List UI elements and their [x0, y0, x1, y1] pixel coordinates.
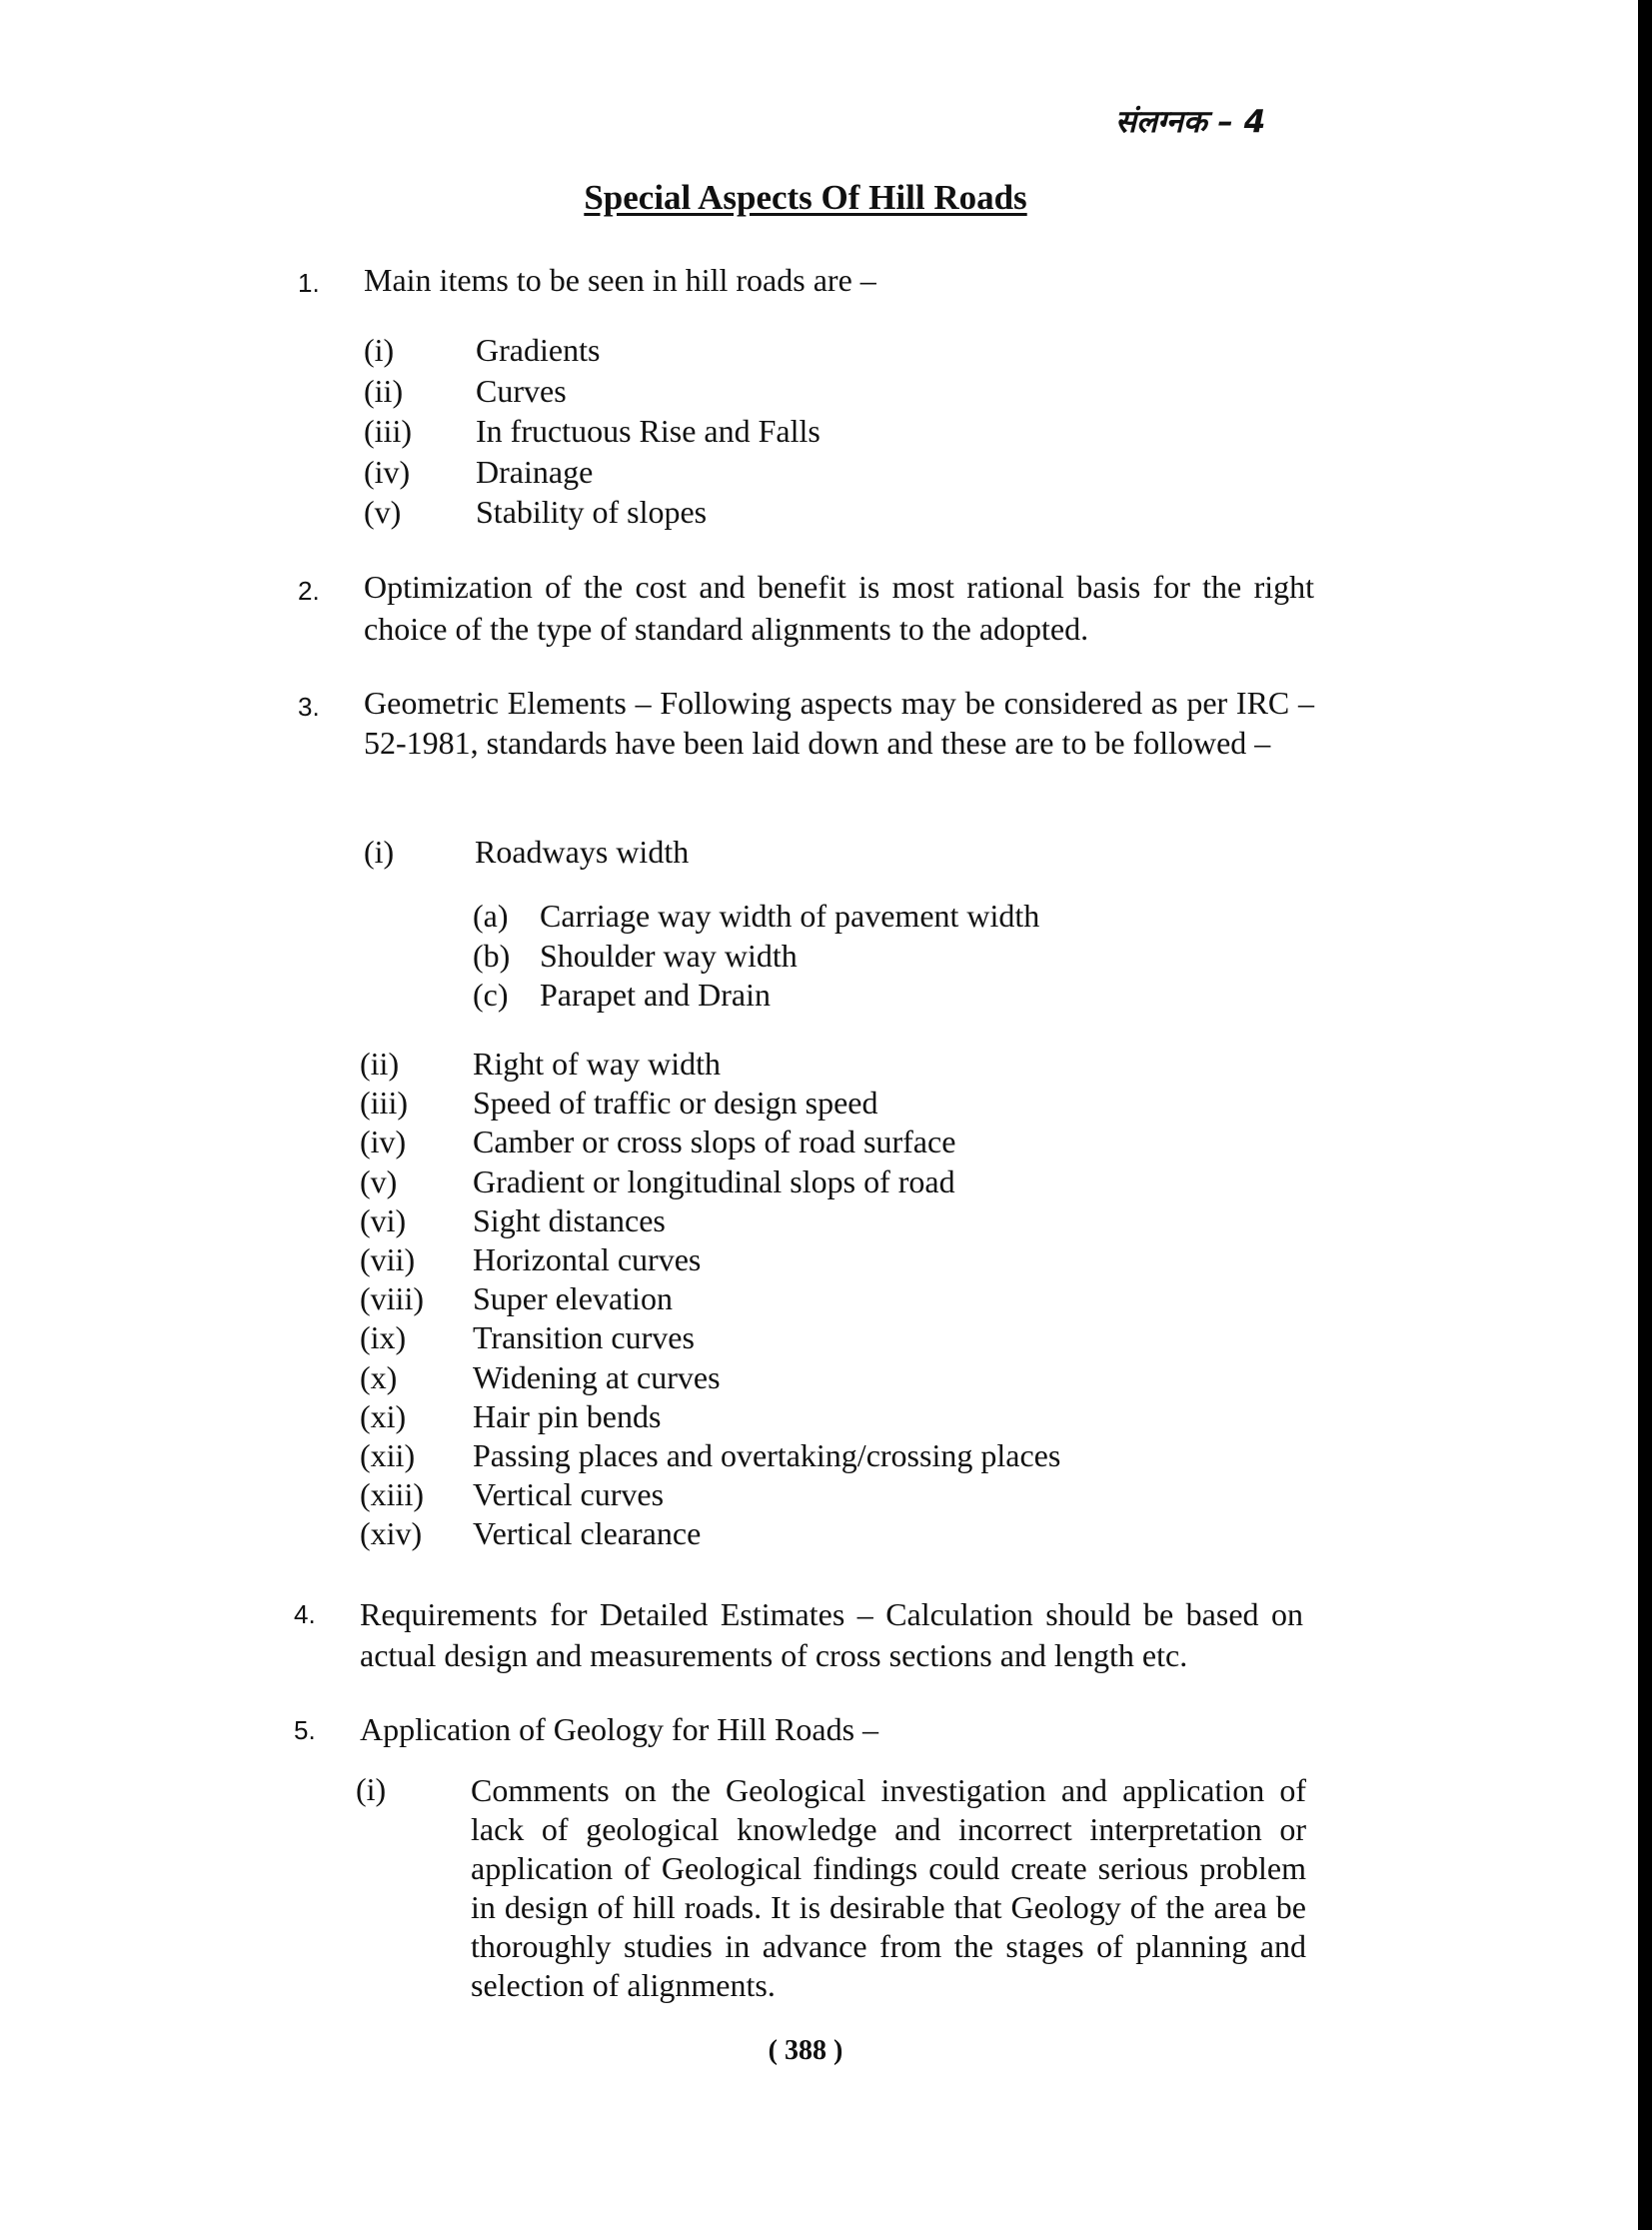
list-item — [360, 1241, 1060, 1280]
list-marker: (x) — [360, 1358, 398, 1395]
section-2-text: Optimization of the cost and benefit is most rational basis for the right choice of the type of standard alignments to the adopted. — [364, 569, 1314, 647]
page-edge-border — [1638, 0, 1652, 2230]
section-3-list — [360, 1046, 1060, 1554]
sublist-item — [473, 938, 1039, 978]
list-item-text: In fructuous Rise and Falls — [476, 413, 821, 449]
list-item-text: Drainage — [476, 453, 594, 490]
list-item-text: Transition curves — [473, 1319, 695, 1356]
list-item — [360, 1476, 1060, 1515]
list-item — [360, 1123, 1060, 1162]
section-3-number: 3. — [298, 692, 320, 722]
sublist-item — [473, 977, 1039, 1017]
list-marker: (ix) — [360, 1319, 407, 1356]
annexure-label: संलग्नक – 4 — [1115, 104, 1266, 140]
list-item-text: Gradients — [476, 332, 601, 368]
list-marker: (i) — [364, 332, 395, 368]
list-marker: (i) — [364, 834, 395, 870]
list-item-text: Vertical clearance — [473, 1515, 702, 1552]
list-marker: (ii) — [360, 1046, 400, 1082]
list-item — [360, 1398, 1060, 1437]
list-item-text: Camber or cross slops of road surface — [473, 1123, 956, 1160]
list-item-text: Hair pin bends — [473, 1397, 662, 1434]
list-item — [364, 373, 821, 414]
list-item-text: Horizontal curves — [473, 1240, 702, 1277]
list-item-text: Vertical curves — [473, 1476, 665, 1513]
list-item — [360, 1163, 1060, 1202]
list-item — [364, 332, 821, 373]
list-item-text: Parapet and Drain — [540, 977, 772, 1013]
list-item-text: Passing places and overtaking/crossing places — [473, 1436, 1061, 1473]
list-marker: (xiv) — [360, 1515, 423, 1552]
list-item-text: Right of way width — [473, 1046, 721, 1082]
section-1-text: Main items to be seen in hill roads are – — [364, 262, 876, 298]
list-item-text: Gradient or longitudinal slops of road — [473, 1162, 955, 1199]
page-title: Special Aspects Of Hill Roads — [584, 178, 1027, 217]
section-5-text: Application of Geology for Hill Roads – — [360, 1711, 879, 1747]
page-number: ( 388 ) — [768, 2035, 843, 2066]
list-marker: (v) — [360, 1162, 398, 1199]
list-item — [360, 1202, 1060, 1241]
section-5-item-i-text: Comments on the Geological investigation and application of lack of geological knowledge and incorrect interpretation or application of Geological findings could create serious problem in design of hill roads. It is desirable that Geology of the area be thoroughly studies in advance from the stages of planning and selection of alignments. — [471, 1772, 1306, 2003]
section-1-number: 1. — [298, 268, 320, 298]
list-item-text: Roadways width — [475, 834, 690, 870]
list-marker: (iv) — [364, 453, 411, 490]
list-item-text: Stability of slopes — [476, 494, 708, 530]
list-item-text: Speed of traffic or design speed — [473, 1085, 878, 1121]
list-item-text: Curves — [476, 372, 567, 409]
list-item — [360, 1515, 1060, 1554]
list-item — [360, 1359, 1060, 1398]
list-marker: (c) — [473, 977, 509, 1013]
list-item — [364, 413, 821, 454]
section-3-item-i — [364, 834, 689, 871]
section-1-list — [364, 332, 821, 535]
section-2-number: 2. — [298, 576, 320, 606]
section-5-number: 5. — [294, 1715, 316, 1745]
list-marker: (iv) — [360, 1123, 407, 1160]
list-marker: (xii) — [360, 1436, 416, 1473]
list-marker: (a) — [473, 898, 509, 934]
list-item-text: Shoulder way width — [540, 937, 798, 974]
list-item-text: Sight distances — [473, 1201, 666, 1238]
section-4-text: Requirements for Detailed Estimates – Calculation should be based on actual design and measurements of cross sections and length etc. — [360, 1596, 1303, 1673]
list-marker: (iii) — [364, 413, 412, 449]
section-3-sublist — [473, 898, 1039, 1017]
list-marker: (vi) — [360, 1201, 407, 1238]
list-marker: (v) — [364, 494, 402, 530]
list-marker: (iii) — [360, 1085, 408, 1121]
list-marker: (xiii) — [360, 1476, 424, 1513]
list-item-text: Super elevation — [473, 1280, 673, 1317]
list-item-text: Widening at curves — [473, 1358, 721, 1395]
list-item — [360, 1085, 1060, 1123]
section-4-number: 4. — [294, 1599, 316, 1629]
list-item — [360, 1280, 1060, 1319]
list-marker: (ii) — [364, 372, 404, 409]
list-marker: (b) — [473, 937, 511, 974]
list-marker: (vii) — [360, 1240, 416, 1277]
list-marker: (i) — [356, 1771, 387, 1807]
list-item — [364, 494, 821, 535]
section-3-text: Geometric Elements – Following aspects may be considered as per IRC – 52-1981, standards have been laid down and these are to be followed – — [364, 685, 1314, 761]
sublist-item — [473, 898, 1039, 938]
list-marker: (viii) — [360, 1280, 424, 1317]
list-item — [360, 1437, 1060, 1476]
list-item — [360, 1046, 1060, 1085]
list-marker: (xi) — [360, 1397, 407, 1434]
list-item — [360, 1319, 1060, 1358]
list-item — [364, 454, 821, 495]
list-item-text: Carriage way width of pavement width — [540, 898, 1040, 934]
